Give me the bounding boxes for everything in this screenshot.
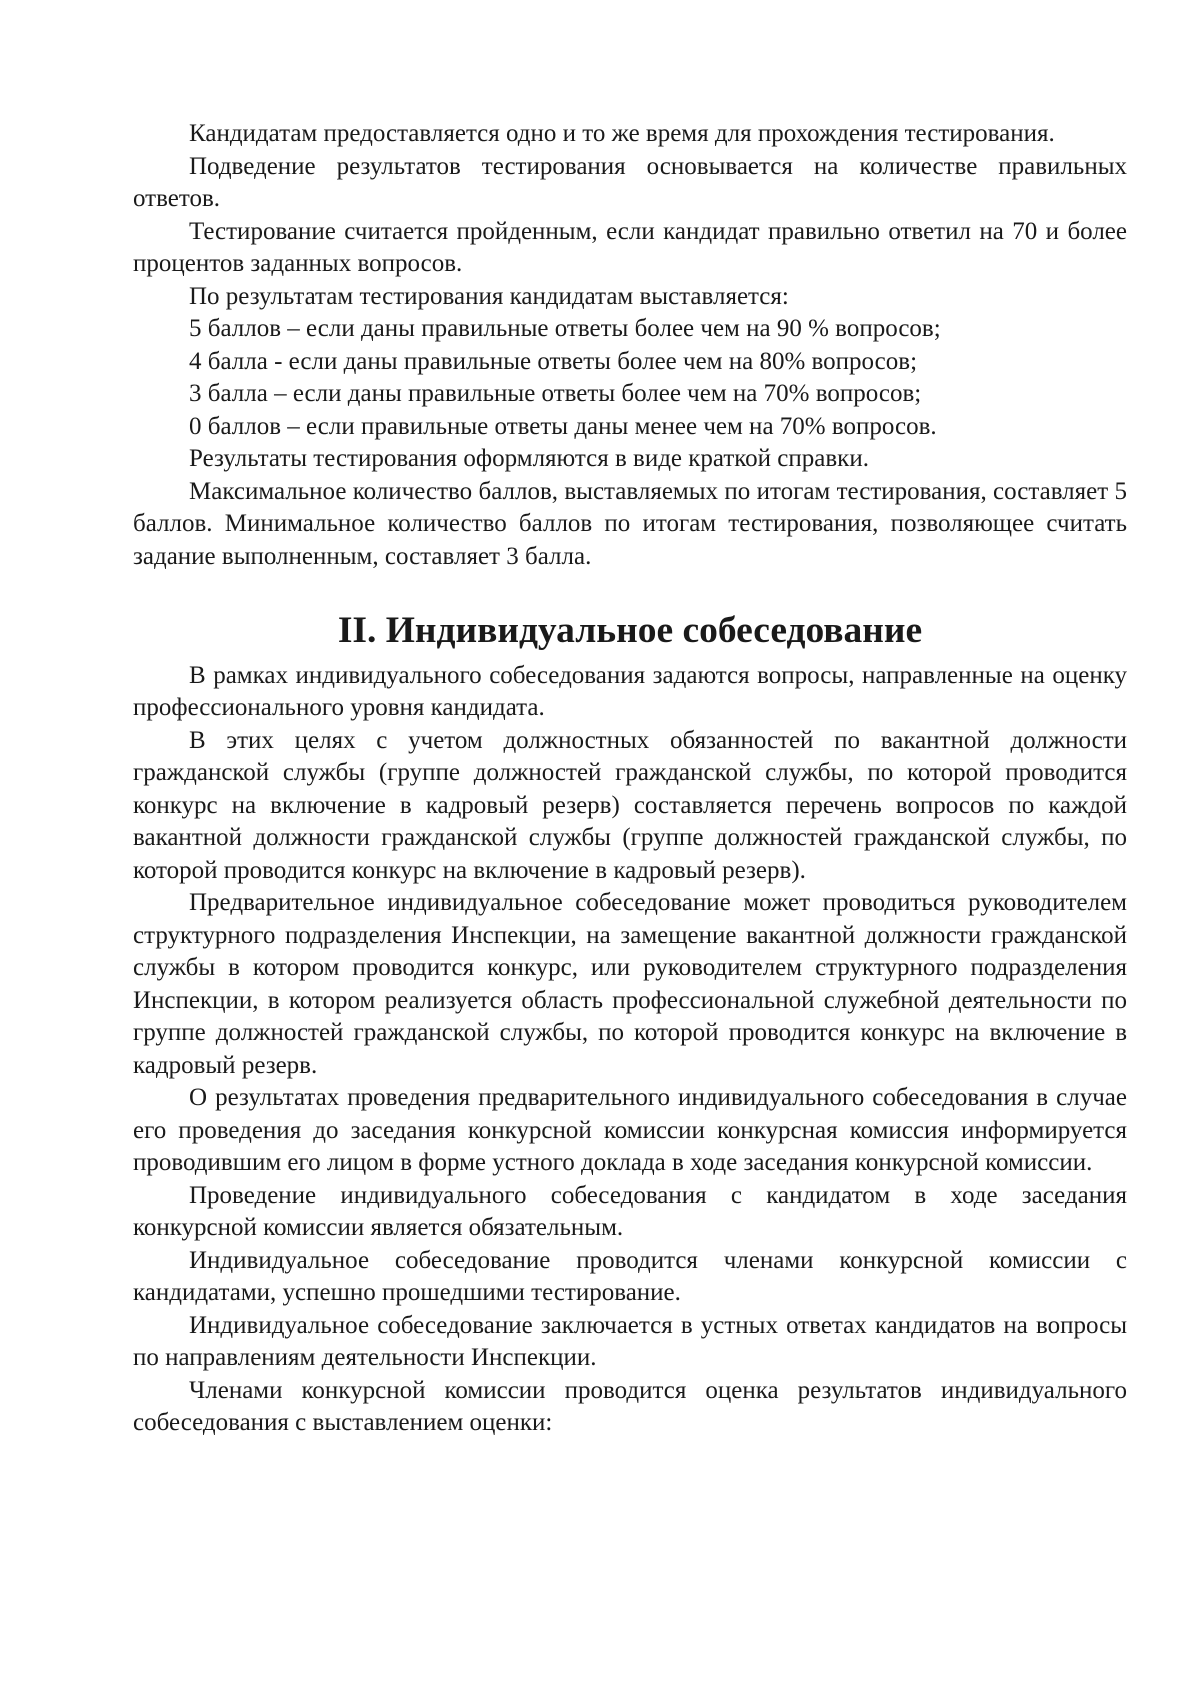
paragraph-interview-answers: Индивидуальное собеседование заключается в устных ответах кандидатов на вопросы по направлениям деятельности Инспекции. bbox=[133, 1311, 1127, 1371]
paragraph-interview-conducted: Индивидуальное собеседование проводится членами конкурсной комиссии с кандидатами, успешно прошедшими тестирование. bbox=[133, 1246, 1127, 1306]
paragraph-results-basis: Подведение результатов тестирования основывается на количестве правильных ответов. bbox=[133, 152, 1127, 212]
score-item-5: 5 баллов – если даны правильные ответы более чем на 90 % вопросов; bbox=[189, 315, 941, 342]
paragraph-preliminary-results: О результатах проведения предварительного индивидуального собеседования в случае его проведения до заседания конкурсной комиссии конкурсная комиссия информируется проводившим его лицом в форме устного доклада в ходе заседания конкурсной комиссии. bbox=[133, 1084, 1127, 1176]
score-item-4: 4 балла - если даны правильные ответы более чем на 80% вопросов; bbox=[189, 347, 918, 375]
paragraph-results-format: Результаты тестирования оформляются в виде краткой справки. bbox=[189, 445, 869, 472]
score-item-0: 0 баллов – если правильные ответы даны менее чем на 70% вопросов. bbox=[189, 412, 937, 440]
paragraph-preliminary-interview: Предварительное индивидуальное собеседование может проводиться руководителем структурного подразделения Инспекции, на замещение вакантной должности гражданской службы в котором проводится конкурс, или руководителем структурного подразделения Инспекции, в котором реализуется область профессиональной служебной деятельности по группе должностей гражданской службы, по которой проводится конкурс на включение в кадровый резерв. bbox=[133, 889, 1127, 1079]
paragraph-interview-mandatory: Проведение индивидуального собеседования с кандидатом в ходе заседания конкурсной комиссии является обязательным. bbox=[133, 1181, 1127, 1241]
document-page bbox=[133, 118, 1127, 1440]
paragraph-question-list: В этих целях с учетом должностных обязанностей по вакантной должности гражданской службы (группе должностей гражданской службы, по которой проводится конкурс на включение в кадровый резерв) составляется перечень вопросов по каждой вакантной должности гражданской службы (группе должностей гражданской службы, по которой проводится конкурс на включение в кадровый резерв). bbox=[133, 726, 1127, 884]
paragraph-max-min-score: Максимальное количество баллов, выставляемых по итогам тестирования, составляет 5 баллов. Минимальное количество баллов по итогам тестирования, позволяющее считать задание выполненным, составляет 3 балла. bbox=[133, 477, 1127, 570]
section-heading-interview: II. Индивидуальное собеседование bbox=[337, 610, 923, 651]
paragraph-testing-time: Кандидатам предоставляется одно и то же время для прохождения тестирования. bbox=[189, 120, 1055, 147]
paragraph-interview-questions: В рамках индивидуального собеседования задаются вопросы, направленные на оценку профессионального уровня кандидата. bbox=[133, 661, 1127, 721]
paragraph-scoring-intro: По результатам тестирования кандидатам выставляется: bbox=[189, 282, 789, 310]
paragraph-interview-evaluation: Членами конкурсной комиссии проводится оценка результатов индивидуального собеседования с выставлением оценки: bbox=[133, 1376, 1127, 1436]
paragraph-pass-criteria: Тестирование считается пройденным, если кандидат правильно ответил на 70 и более процентов заданных вопросов. bbox=[133, 217, 1127, 277]
score-item-3: 3 балла – если даны правильные ответы более чем на 70% вопросов; bbox=[189, 380, 922, 407]
